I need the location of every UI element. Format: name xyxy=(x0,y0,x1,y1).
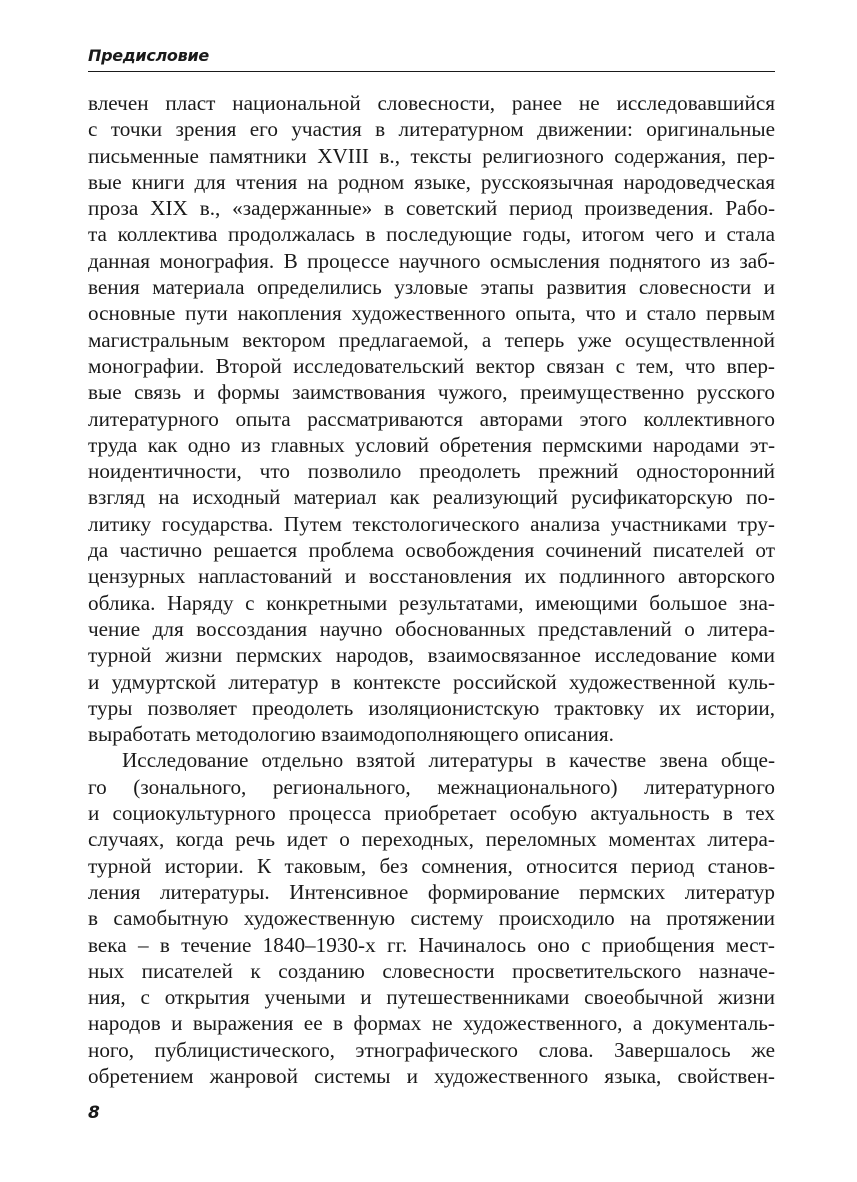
text-line: турной истории. К таковым, без сомнения, относится период станов- xyxy=(88,853,775,878)
text-line: та коллектива продолжалась в последующие годы, итогом чего и стала xyxy=(88,222,775,247)
text-line: да частично решается проблема освобождения сочинений писателей от xyxy=(88,538,775,563)
running-head: Предисловие xyxy=(88,46,209,65)
paragraph-2 xyxy=(88,747,775,1089)
text-line: Исследование отдельно взятой литературы в качестве звена обще- xyxy=(122,748,775,773)
text-line: и социокультурного процесса приобретает особую актуальность в тех xyxy=(88,801,775,826)
text-line: цензурных напластований и восстановления их подлинного авторского xyxy=(88,564,775,589)
text-line: труда как одно из главных условий обретения пермскими народами эт- xyxy=(88,432,775,457)
header-rule xyxy=(88,71,775,72)
text-line: го (зонального, регионального, межнационального) литературного xyxy=(88,774,775,799)
text-line: турной жизни пермских народов, взаимосвязанное исследование коми xyxy=(88,643,775,668)
text-line: литературного опыта рассматриваются авторами этого коллективного xyxy=(88,406,775,431)
text-line: ноидентичности, что позволило преодолеть прежний односторонний xyxy=(88,459,775,484)
text-line: вые книги для чтения на родном языке, русскоязычная народоведческая xyxy=(88,169,775,194)
text-line: взгляд на исходный материал как реализующий русификаторскую по- xyxy=(88,485,775,510)
text-line: письменные памятники XVIII в., тексты религиозного содержания, пер- xyxy=(88,143,775,168)
page-number: 8 xyxy=(88,1103,100,1123)
text-line: вые связь и формы заимствования чужого, преимущественно русского xyxy=(88,380,775,405)
text-line: вения материала определились узловые этапы развития словесности и xyxy=(88,275,775,300)
text-line: ных писателей к созданию словесности просветительского назначе- xyxy=(88,958,775,983)
text-line: облика. Наряду с конкретными результатами, имеющими большое зна- xyxy=(88,590,775,615)
text-line: обретением жанровой системы и художественного языка, свойствен- xyxy=(88,1063,775,1088)
text-line: ния, с открытия учеными и путешественниками своеобычной жизни xyxy=(88,985,775,1010)
text-line: века – в течение 1840–1930-х гг. Начиналось оно с приобщения мест- xyxy=(88,932,775,957)
text-line: в самобытную художественную систему происходило на протяжении xyxy=(88,906,775,931)
text-line: данная монография. В процессе научного осмысления поднятого из заб- xyxy=(88,248,775,273)
text-line: проза XIX в., «задержанные» в советский период произведения. Рабо- xyxy=(88,196,775,221)
text-line: туры позволяет преодолеть изоляционистскую трактовку их истории, xyxy=(88,695,775,720)
paragraph-1 xyxy=(88,90,775,747)
text-line: основные пути накопления художественного опыта, что и стало первым xyxy=(88,301,775,326)
text-line: и удмуртской литератур в контексте российской художественной куль- xyxy=(88,669,775,694)
text-line: случаях, когда речь идет о переходных, переломных моментах литера- xyxy=(88,827,775,852)
text-line: выработать методологию взаимодополняющего описания. xyxy=(88,722,614,747)
text-line: чение для воссоздания научно обоснованных представлений о литера- xyxy=(88,616,775,641)
text-line: с точки зрения его участия в литературном движении: оригинальные xyxy=(88,117,775,142)
text-line: литику государства. Путем текстологического анализа участниками тру- xyxy=(88,511,775,536)
text-line: народов и выражения ее в формах не художественного, а документаль- xyxy=(88,1011,775,1036)
text-line: ления литературы. Интенсивное формирование пермских литератур xyxy=(88,879,775,904)
text-line: монографии. Второй исследовательский вектор связан с тем, что впер- xyxy=(88,353,775,378)
text-line: магистральным вектором предлагаемой, а теперь уже осуществленной xyxy=(88,327,775,352)
text-line: влечен пласт национальной словесности, ранее не исследовавшийся xyxy=(88,91,775,115)
body-text xyxy=(88,90,775,1089)
text-line: ного, публицистического, этнографического слова. Завершалось же xyxy=(88,1037,775,1062)
